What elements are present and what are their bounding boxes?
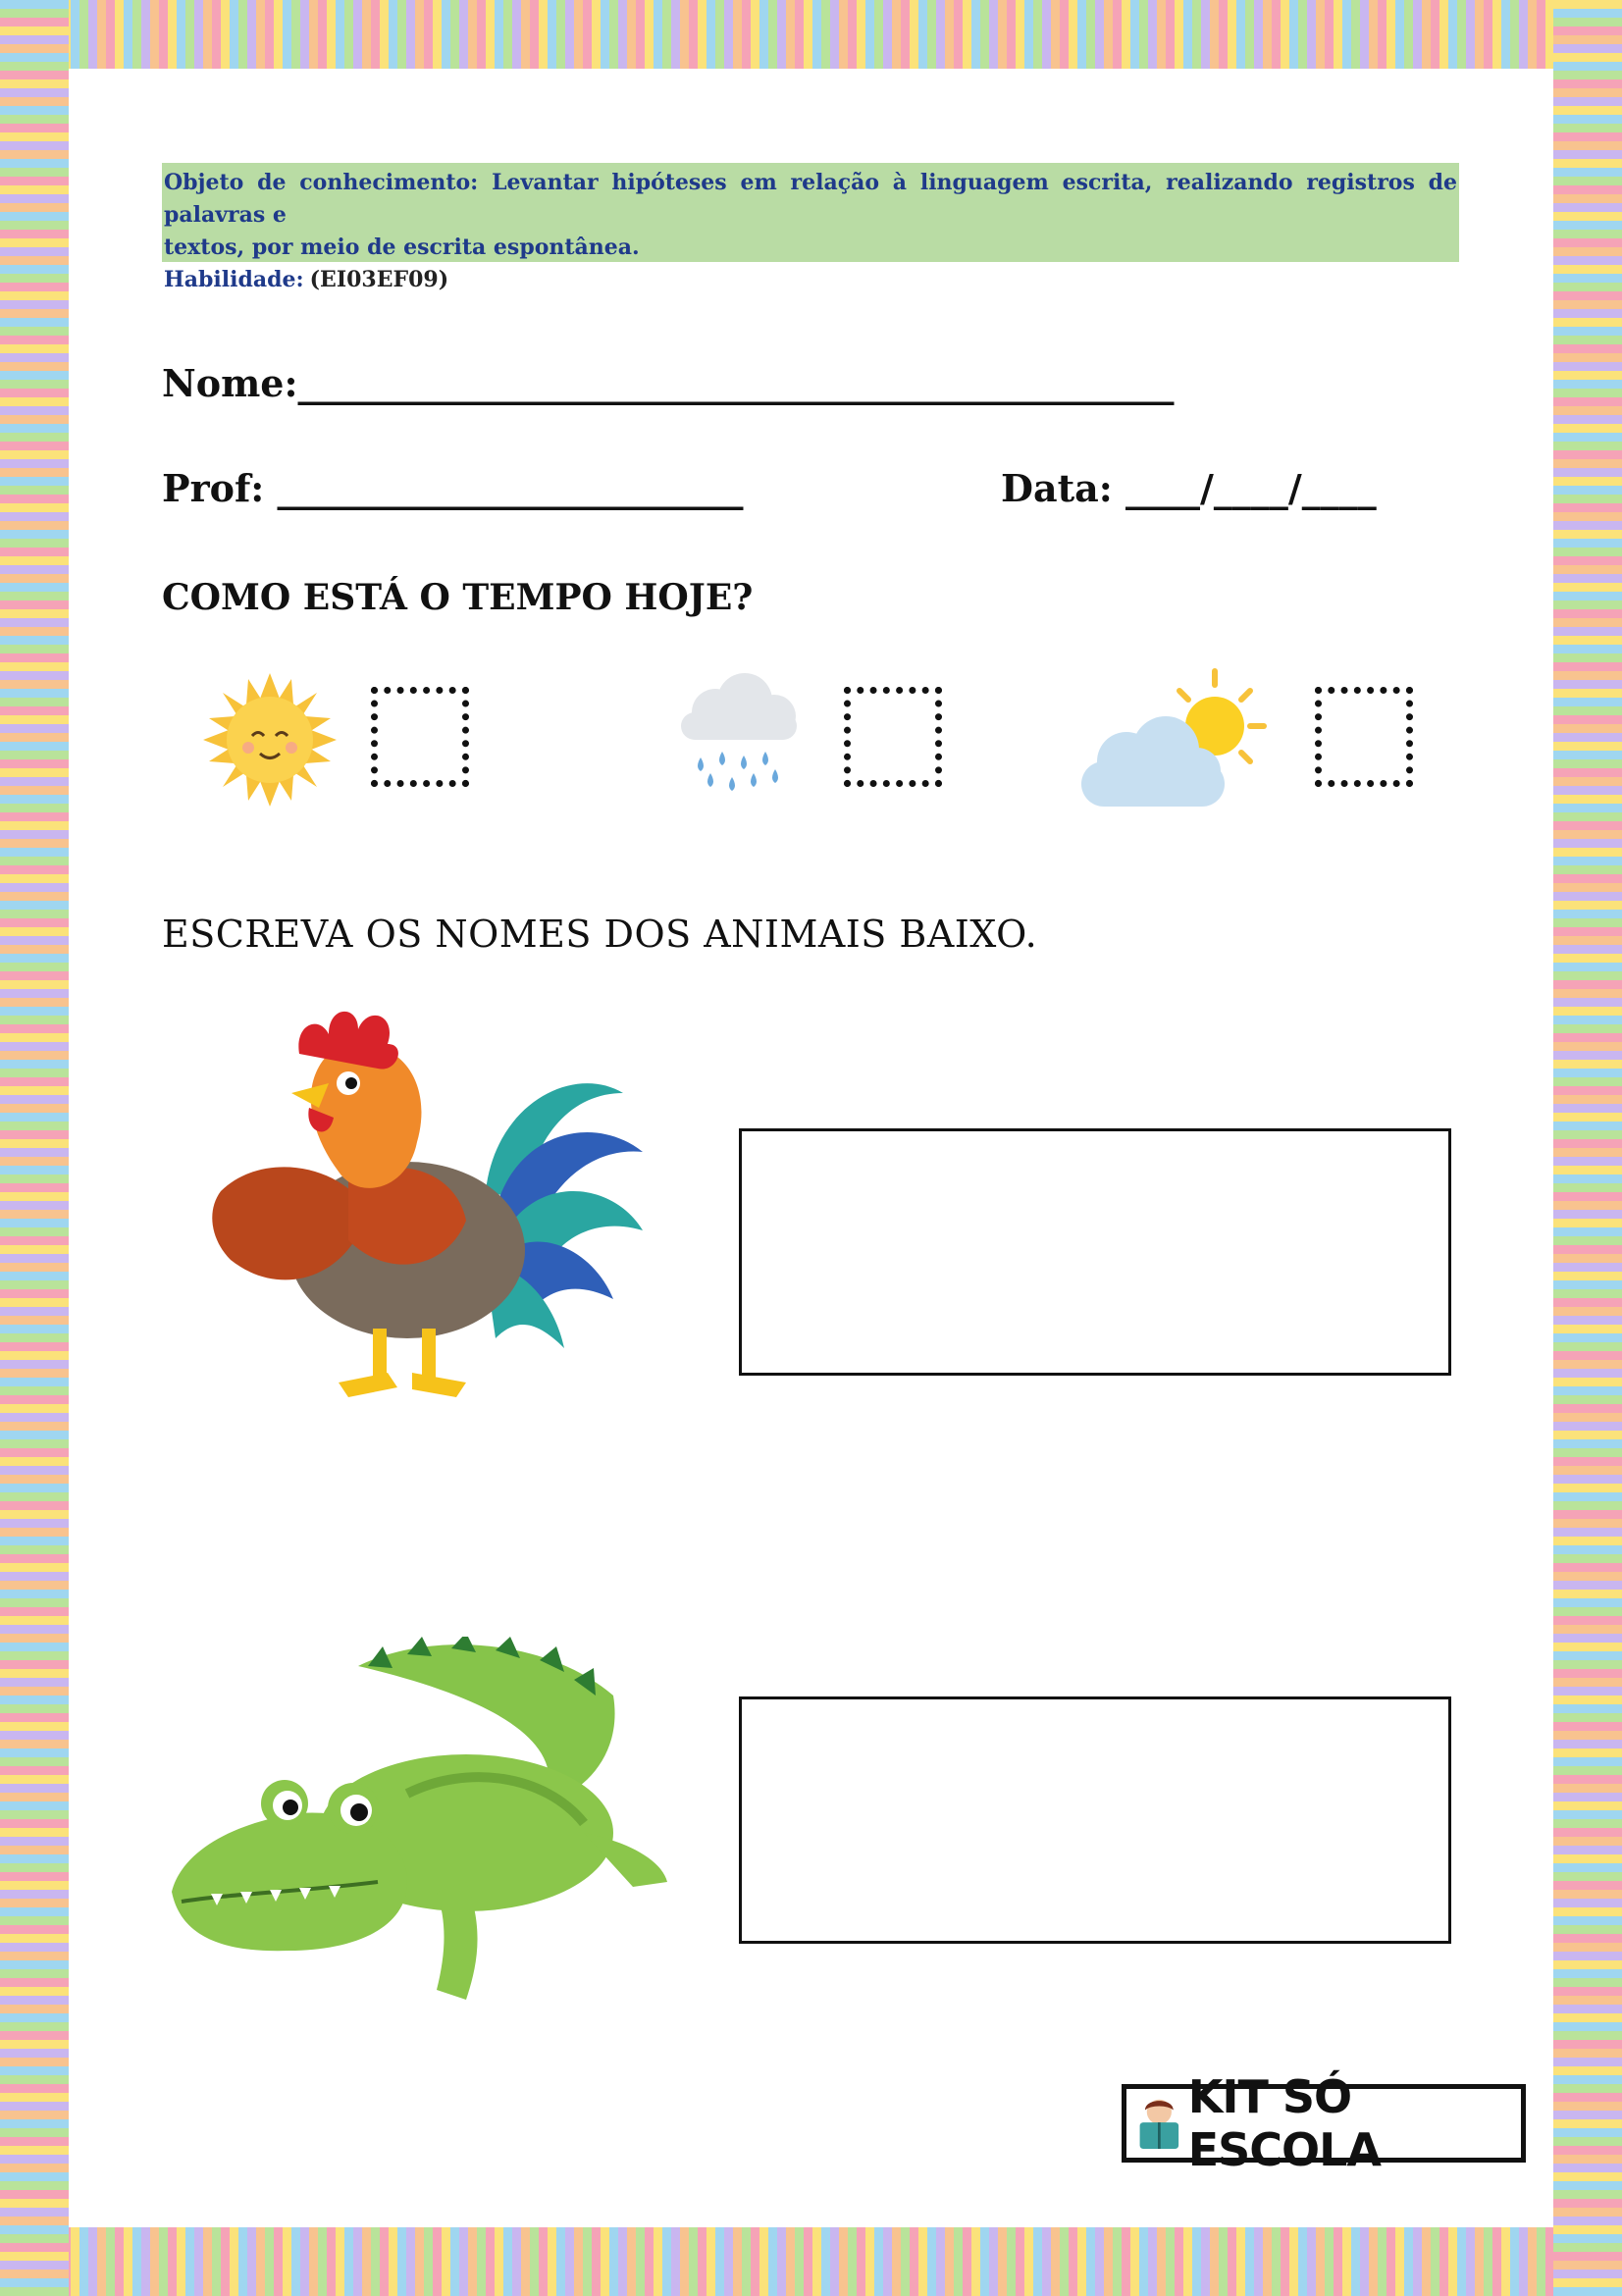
- sun-icon: [201, 671, 339, 809]
- date-field[interactable]: Data: ____/____/____: [1001, 466, 1377, 510]
- pencil-border-left: [0, 0, 69, 2296]
- objective-line-2: textos, por meio de escrita espontânea.: [164, 235, 640, 260]
- skill-label: Habilidade:: [164, 267, 304, 292]
- partly-cloudy-icon: [1077, 663, 1274, 810]
- sun-checkbox[interactable]: [371, 687, 469, 787]
- crocodile-illustration: [172, 1637, 682, 2009]
- pencil-border-top: [0, 0, 1622, 69]
- name-field[interactable]: Nome:_______________________________________________: [162, 361, 1175, 405]
- teacher-field[interactable]: Prof: _________________________: [162, 466, 744, 510]
- rooster-illustration: [201, 985, 653, 1407]
- kit-so-escola-logo: [1122, 2070, 1526, 2176]
- objective-box: [162, 163, 1459, 292]
- reading-child-icon: [1136, 2093, 1182, 2154]
- pencil-border-bottom: [0, 2227, 1622, 2296]
- partly-cloudy-checkbox[interactable]: [1315, 687, 1413, 787]
- weather-title: COMO ESTÁ O TEMPO HOJE?: [162, 577, 754, 618]
- rain-cloud-icon: [671, 671, 809, 809]
- animals-instruction: ESCREVA OS NOMES DOS ANIMAIS BAIXO.: [162, 913, 1038, 956]
- skill-code: (EI03EF09): [309, 267, 449, 292]
- rain-checkbox[interactable]: [844, 687, 942, 787]
- objective-line-1: Objeto de conhecimento: Levantar hipóteses em relação à linguagem escrita, realizando registros de palavras e: [164, 170, 1457, 228]
- rooster-answer-box[interactable]: [739, 1128, 1451, 1376]
- pencil-border-right: [1553, 0, 1622, 2296]
- crocodile-answer-box[interactable]: [739, 1696, 1451, 1944]
- logo-text: KIT SÓ ESCOLA: [1187, 2070, 1382, 2176]
